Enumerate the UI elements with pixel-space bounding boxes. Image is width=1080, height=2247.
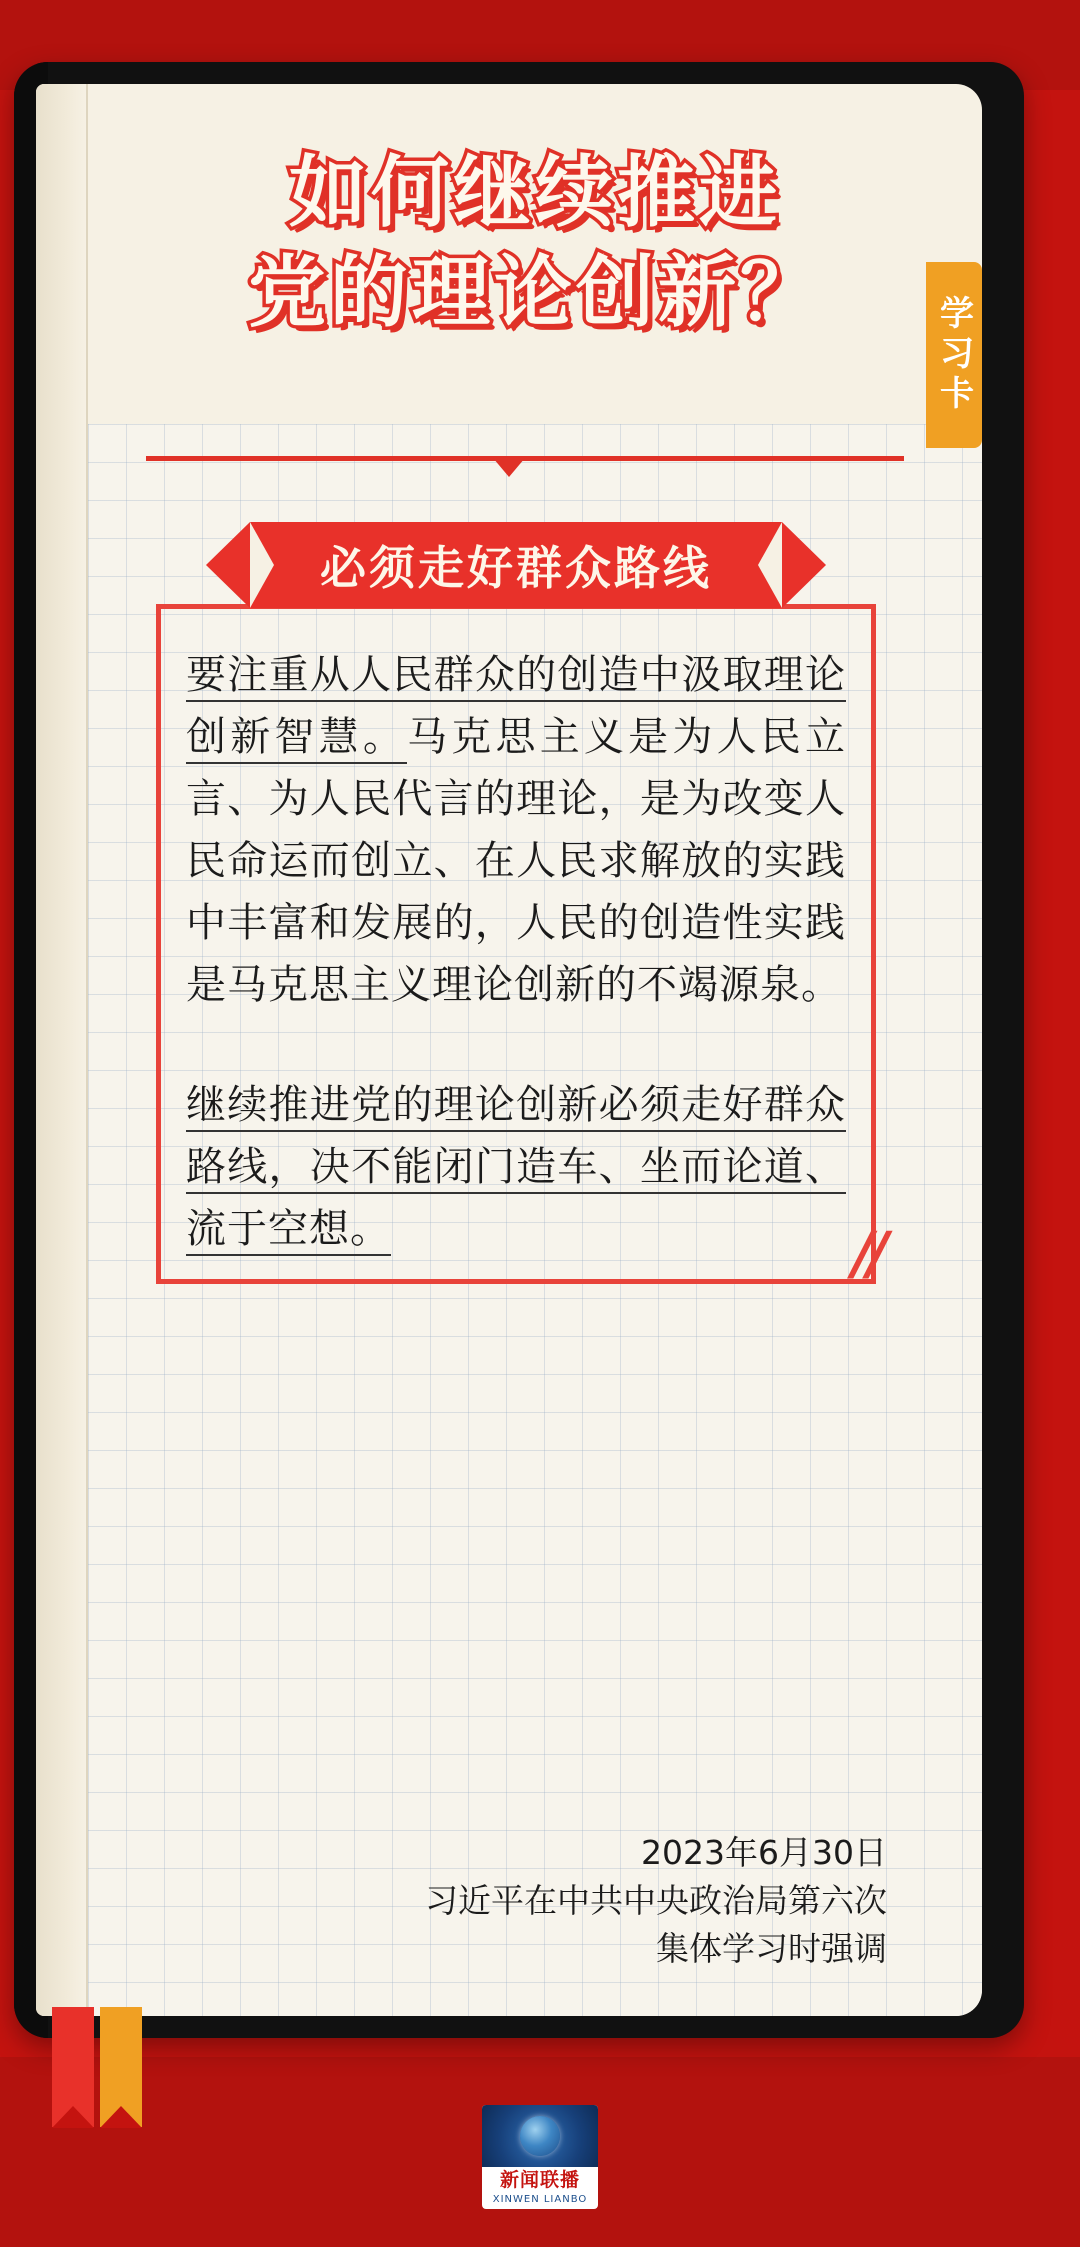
paragraph-2 <box>186 1074 846 1260</box>
section-ribbon <box>206 522 826 608</box>
globe-icon <box>482 2105 598 2167</box>
paragraph-1-rest: 马克思主义是为人民立言、为人民代言的理论，是为改变人民命运而创立、在人民求解放的实践中丰富和发展的，人民的创造性实践是马克思主义理论创新的不竭源泉。 <box>186 714 847 1008</box>
headline-line-2: 党的理论创新？ <box>247 247 822 338</box>
logo-label-en: XINWEN LIANBO <box>492 2194 588 2205</box>
notebook-shell <box>14 62 1024 2038</box>
attribution-line-2: 习近平在中共中央政治局第六次 <box>425 1881 887 1920</box>
attribution-line-3: 集体学习时强调 <box>656 1929 887 1968</box>
notebook-page <box>36 84 982 2016</box>
bookmark-ribbon-orange <box>100 2007 142 2127</box>
body-text <box>186 644 846 1260</box>
paragraph-1 <box>186 644 846 1016</box>
logo-label-cn: 新闻联播 <box>499 2169 580 2191</box>
attribution-date: 2023年6月30日 <box>641 1833 887 1872</box>
paragraph-1-underlined: 要注重从人民群众的创造中汲取理论创新智慧。 <box>186 652 846 764</box>
page-title <box>88 144 982 344</box>
ribbon-label: 必须走好群众路线 <box>320 541 712 595</box>
quote-marks-icon: // <box>851 1219 882 1287</box>
page-binding-strip <box>36 84 88 2016</box>
paragraph-2-underlined: 继续推进党的理论创新必须走好群众路线，决不能闭门造车、坐而论道、流于空想。 <box>186 1082 846 1256</box>
bookmark-ribbon-red <box>52 2007 94 2127</box>
attribution <box>425 1829 887 1973</box>
title-divider-arrow-icon <box>493 458 525 477</box>
xinwen-lianbo-logo <box>482 2105 598 2209</box>
study-card-tab-label: 学习卡 <box>933 295 974 415</box>
headline-line-1: 如何继续推进 <box>288 148 781 238</box>
study-card-tab <box>926 262 982 448</box>
globe-ball-icon <box>520 2116 560 2156</box>
title-divider <box>146 456 904 461</box>
